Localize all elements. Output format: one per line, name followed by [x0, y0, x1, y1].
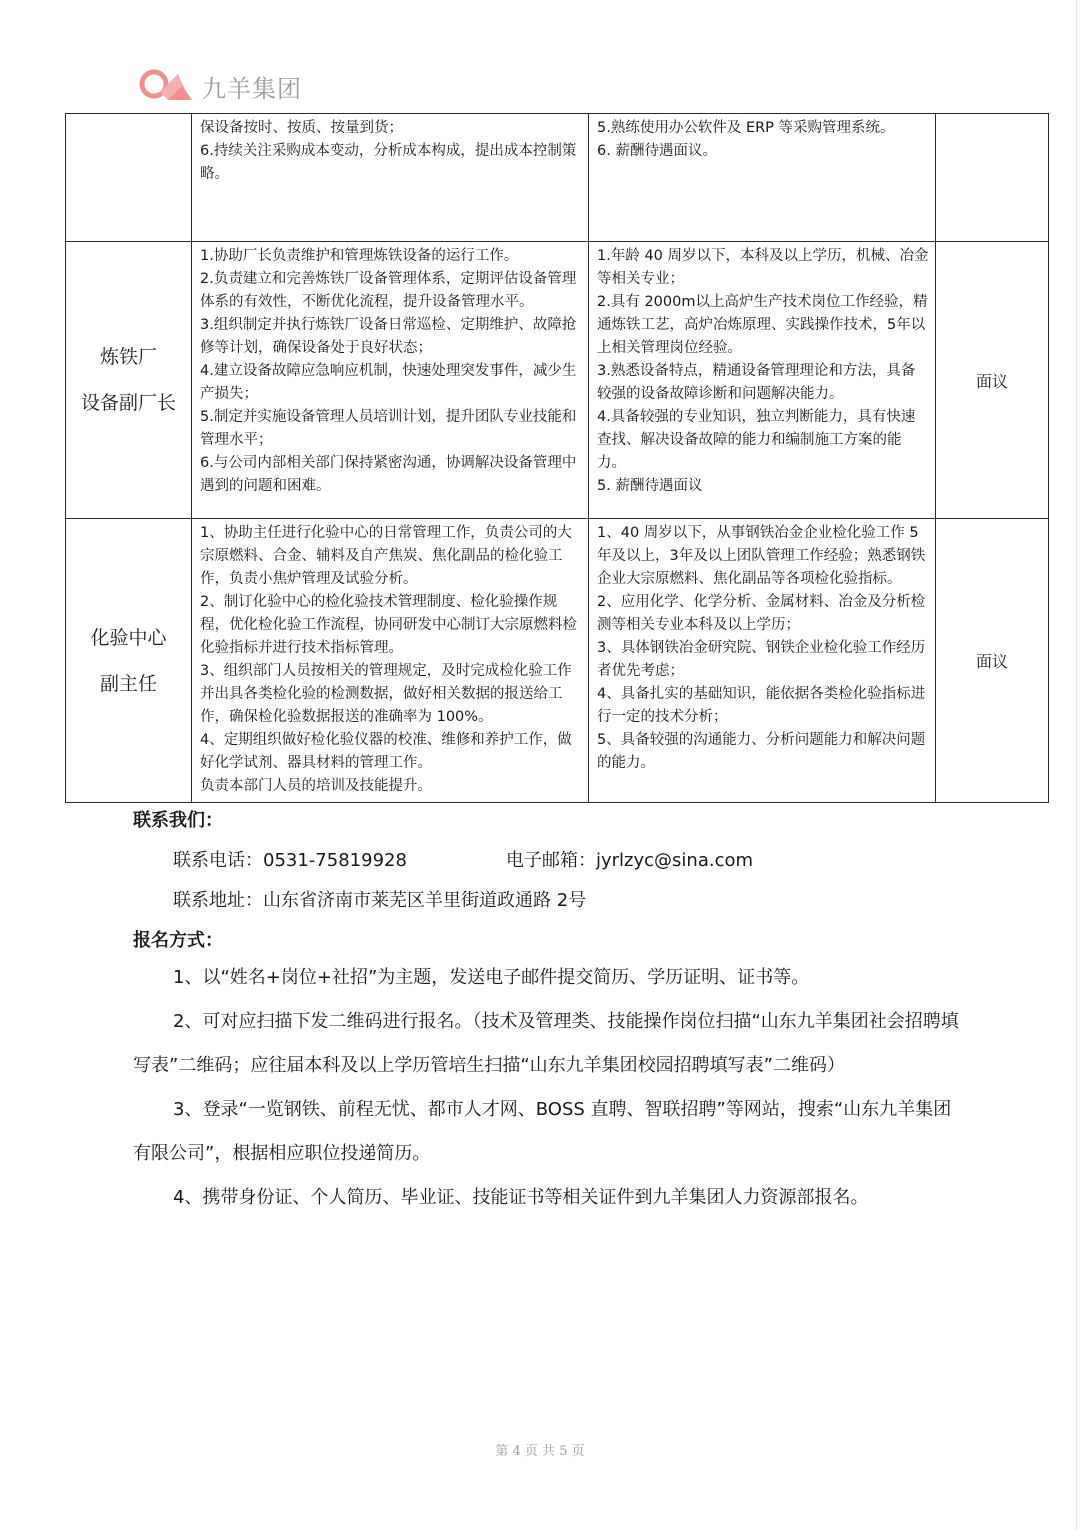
- duty-item: 2、制订化验中心的检化验技术管理制度、检化验操作规程，优化检化验工作流程，协同研发中心制订大宗原燃料检化验指标并进行技术指标管理。: [200, 594, 577, 656]
- salary-cell: 面议: [936, 519, 1049, 803]
- duty-item: 6.与公司内部相关部门保持紧密沟通，协调解决设备管理中遇到的问题和困难。: [200, 455, 577, 494]
- apply-item: 2、可对应扫描下发二维码进行报名。（技术及管理类、技能操作岗位扫描“山东九羊集团社会招聘填写表”二维码；应往届本科及以上学历管培生扫描“山东九羊集团校园招聘填写表”二维码）: [133, 1011, 959, 1076]
- duty-item: 2.负责建立和完善炼铁厂设备管理体系，定期评估设备管理体系的有效性，不断优化流程，提升设备管理水平。: [200, 271, 577, 310]
- apply-item: 3、登录“一览钢铁、前程无忧、都市人才网、BOSS 直聘、智联招聘”等网站，搜索“山东九羊集团有限公司”，根据相应职位投递简历。: [133, 1099, 952, 1164]
- contact-email: 电子邮箱：jyrlzyc@sina.com: [506, 850, 754, 871]
- duty-item: 1.协助厂长负责维护和管理炼铁设备的运行工作。: [200, 248, 519, 264]
- salary-cell: [936, 114, 1049, 242]
- duties-cell: [192, 242, 589, 519]
- page-number: 第 4 页 共 5 页: [495, 1444, 585, 1459]
- apply-list: [133, 956, 963, 1220]
- duty-item: 5.制定并实施设备管理人员培训计划，提升团队专业技能和管理水平；: [200, 409, 577, 448]
- duty-item: 4.建立设备故障应急响应机制，快速处理突发事件，减少生产损失；: [200, 363, 577, 402]
- requirement-item: 5、具备较强的沟通能力、分析问题能力和解决问题的能力。: [597, 732, 926, 771]
- job-table: [65, 113, 1049, 803]
- requirements-cell: [589, 519, 936, 803]
- requirement-item: 3、具体钢铁冶金研究院、钢铁企业检化验工作经历者优先考虑；: [597, 640, 926, 679]
- duty-item: 4、定期组织做好检化验仪器的校准、维修和养护工作，做好化学试剂、器具材料的管理工作。: [200, 732, 572, 771]
- duties-cell: [192, 519, 589, 803]
- requirement-item: 6. 薪酬待遇面议。: [597, 143, 717, 159]
- contact-phone: 联系电话：0531-75819928: [173, 850, 407, 871]
- duties-cell: [192, 114, 589, 242]
- contact-address: 联系地址：山东省济南市莱芜区羊里街道政通路 2号: [173, 890, 587, 911]
- page-edge: [1076, 0, 1077, 1530]
- position-title: 副主任: [99, 672, 157, 695]
- duty-item: 6.持续关注采购成本变动，分析成本构成，提出成本控制策略。: [200, 143, 577, 182]
- contact-heading: 联系我们：: [133, 810, 223, 831]
- position-cell: [66, 242, 192, 519]
- apply-heading: 报名方式：: [133, 930, 223, 951]
- table-row: [66, 114, 1049, 242]
- table-row: [66, 242, 1049, 519]
- requirement-item: 1.年龄 40 周岁以下，本科及以上学历，机械、冶金等相关专业；: [597, 248, 929, 287]
- position-title: 化验中心: [90, 626, 167, 649]
- table-row: [66, 519, 1049, 803]
- position-cell: [66, 519, 192, 803]
- requirements-cell: [589, 114, 936, 242]
- requirement-item: 2.具有 2000m以上高炉生产技术岗位工作经验，精通炼铁工艺，高炉冶炼原理、实践操作技术，5年以上相关管理岗位经验。: [597, 294, 928, 356]
- duty-item: 3、组织部门人员按相关的管理规定，及时完成检化验工作并出具各类检化验的检测数据，做好相关数据的报送给工作，确保检化验数据报送的准确率为 100%。: [200, 663, 572, 725]
- requirement-item: 5.熟练使用办公软件及 ERP 等采购管理系统。: [597, 120, 895, 136]
- requirements-cell: [589, 242, 936, 519]
- position-title: 炼铁厂: [99, 346, 157, 368]
- apply-item: 1、以“姓名+岗位+社招”为主题，发送电子邮件提交简历、学历证明、证书等。: [173, 967, 810, 988]
- requirement-item: 2、应用化学、化学分析、金属材料、冶金及分析检测等相关专业本科及以上学历；: [597, 594, 926, 633]
- duty-item: 1、协助主任进行化验中心的日常管理工作，负责公司的大宗原燃料、合金、辅料及自产焦炭、焦化副品的检化验工作，负责小焦炉管理及试验分析。: [200, 525, 572, 587]
- duty-item: 负责本部门人员的培训及技能提升。: [200, 778, 432, 794]
- logo-text: 九羊集团: [202, 74, 302, 103]
- requirement-item: 1、40 周岁以下，从事钢铁冶金企业检化验工作 5年及以上，3年及以上团队管理工作经验；熟悉钢铁企业大宗原燃料、焦化副品等各项检化验指标。: [597, 525, 926, 587]
- salary-cell: 面议: [936, 242, 1049, 519]
- requirement-item: 5. 薪酬待遇面议: [597, 478, 703, 494]
- duty-item: 3.组织制定并执行炼铁厂设备日常巡检、定期维护、故障抢修等计划，确保设备处于良好状态；: [200, 317, 577, 356]
- position-cell: [66, 114, 192, 242]
- apply-item: 4、携带身份证、个人简历、毕业证、技能证书等相关证件到九羊集团人力资源部报名。: [173, 1187, 869, 1208]
- requirement-item: 4.具备较强的专业知识，独立判断能力，具有快速查找、解决设备故障的能力和编制施工方案的能力。: [597, 409, 916, 471]
- duty-item: 保设备按时、按质、按量到货；: [200, 120, 403, 136]
- position-title: 设备副厂长: [80, 392, 176, 414]
- requirement-item: 3.熟悉设备特点，精通设备管理理论和方法，具备较强的设备故障诊断和问题解决能力。: [597, 363, 916, 402]
- jiuyang-logo-icon: [138, 66, 198, 106]
- requirement-item: 4、具备扎实的基础知识，能依据各类检化验指标进行一定的技术分析；: [597, 686, 926, 725]
- company-logo: [138, 64, 302, 108]
